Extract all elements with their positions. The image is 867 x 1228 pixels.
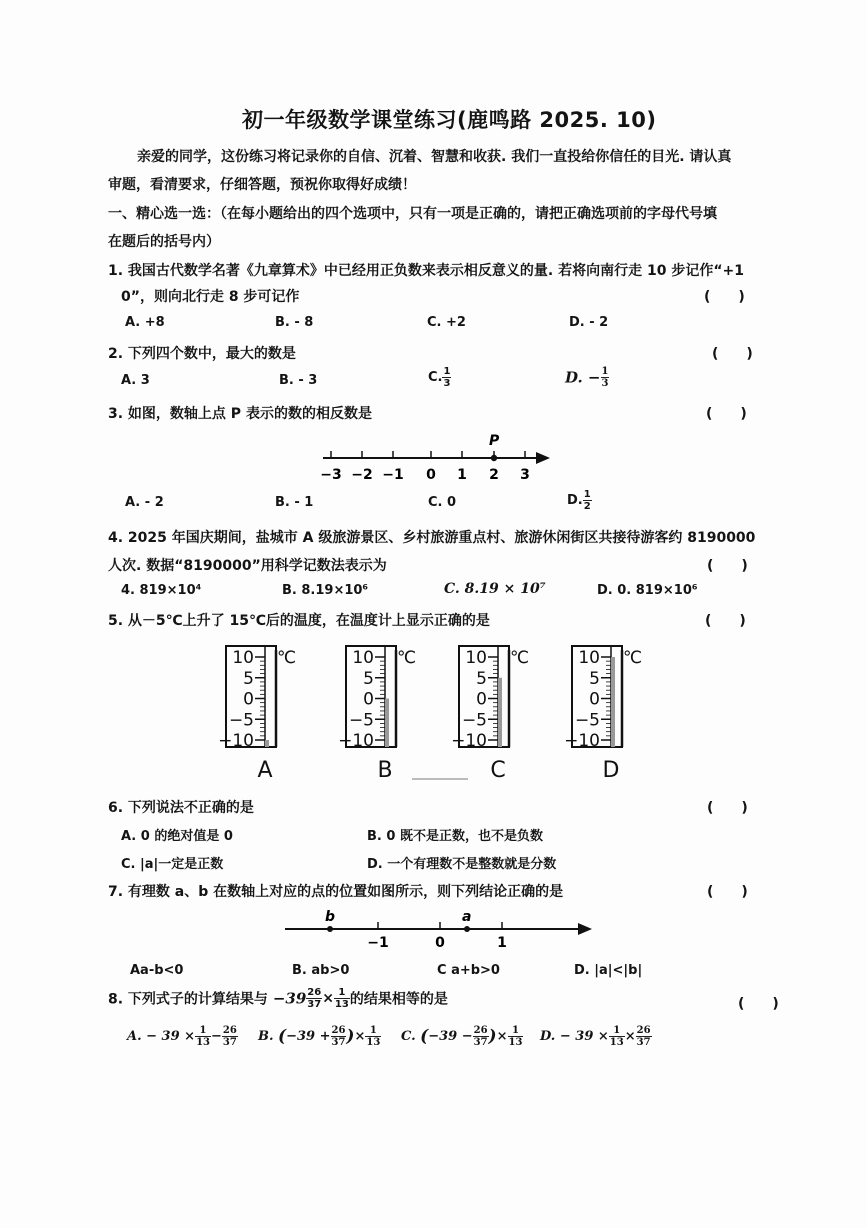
thermometer-scale-label: −10 [451,731,487,751]
thermometer-scale-label: 0 [476,689,487,710]
q3-point-p [491,455,497,461]
q2-option-c-fraction: $\frac{1}{3}$ [443,366,451,389]
q8-option-c[interactable] [401,1025,523,1048]
q8-d-frac: $\frac{1}{13}$ [609,1025,624,1048]
thermometer-c[interactable] [451,645,538,789]
q6-stem: 6. 下列说法不正确的是 [108,800,254,816]
q8-expr-frac: $\frac{1}{13}$ [334,987,349,1010]
thermometer-scale-label: 0 [589,689,600,710]
q3-option-b[interactable]: B. - 1 [275,495,314,510]
intro-line-1: 亲爱的同学，这份练习将记录你的自信、沉着、智慧和收获. 我们一直投给你信任的目光. 请认真 [137,149,732,165]
q7-option-c[interactable]: C a+b>0 [437,963,500,978]
q3-tick-label: −3 [320,467,342,483]
thermometer-scale-label: 5 [476,668,487,689]
q8-expr-frac: $\frac{26}{37}$ [307,987,322,1010]
q2-option-c-label: C. [428,370,443,385]
q3-tick-label: 2 [489,467,499,483]
q2-answer-bracket[interactable]: ( ) [712,346,753,362]
thermometer-scale-label: −10 [338,731,374,751]
thermometer-scale-label: 10 [465,648,487,668]
thermometer-scale-label: −5 [574,710,600,731]
q4-option-b[interactable]: B. 8.19×10⁶ [282,583,369,598]
q3-point-label: P [489,433,500,449]
q5-answer-bracket[interactable]: ( ) [705,613,746,629]
q8-d-frac: $\frac{26}{37}$ [636,1025,651,1048]
q3-answer-bracket[interactable]: ( ) [706,406,747,422]
q7-tick-label: 0 [435,935,445,951]
q8-answer-bracket[interactable]: ( ) [738,996,779,1012]
page-title: 初一年级数学课堂练习(鹿鸣路 2025. 10) [242,108,657,132]
q7-stem: 7. 有理数 a、b 在数轴上对应的点的位置如图所示，则下列结论正确的是 [108,884,564,900]
thermometer-mercury [265,740,269,747]
q8-expr-times: × [322,990,334,1007]
q8-c-inner: −39 − [428,1029,473,1044]
thermometer-option-label: C [490,758,506,783]
q6-option-a[interactable]: A. 0 的绝对值是 0 [121,829,233,844]
q2-option-c[interactable] [428,366,451,389]
q6-option-c[interactable]: C. |a|一定是正数 [121,857,224,872]
q8-b-frac: $\frac{26}{37}$ [331,1025,346,1048]
q3-option-d[interactable] [567,489,592,512]
q3-tick-label: −2 [351,467,373,483]
thermometer-scale-label: −5 [228,710,254,731]
q6-option-d[interactable]: D. 一个有理数不是整数就是分数 [367,857,557,872]
q8-b-prefix: B. [258,1029,279,1044]
section-heading-2: 在题后的括号内） [108,234,220,250]
q2-option-b[interactable]: B. - 3 [279,373,318,388]
q8-c-prefix: C. [401,1029,421,1044]
q8-b-inner: −39 + [286,1029,331,1044]
q3-tick-label: −1 [382,467,404,483]
thermometer-unit: ℃ [623,648,643,668]
q8-option-b[interactable] [258,1025,381,1048]
thermometer-option-label: D [602,758,620,783]
q4-option-c[interactable]: C. 8.19 × 10⁷ [444,581,546,597]
thermometer-scale-label: −5 [461,710,487,731]
q8-c-rparen: ) [488,1026,497,1047]
q8-b-times: × [354,1029,366,1044]
q8-b-lparen: ( [278,1026,287,1047]
q7-answer-bracket[interactable]: ( ) [707,884,748,900]
q8-b-rparen: ) [346,1026,355,1047]
q8-a-prefix: A. − 39 × [127,1029,196,1044]
q3-tick-label: 0 [426,467,436,483]
thermometer-unit: ℃ [397,648,417,668]
q8-c-frac: $\frac{26}{37}$ [473,1025,488,1048]
thermometer-scale-label: 0 [243,689,254,710]
q2-option-d-label: D. − [565,368,601,387]
q7-option-b[interactable]: B. ab>0 [292,963,350,978]
q7-number-line [280,905,600,955]
thermometer-scale-label: 0 [363,689,374,710]
q3-tick-label: 1 [457,467,467,483]
q3-option-d-fraction: $\frac{1}{2}$ [583,489,591,512]
thermometer-unit: ℃ [510,648,530,668]
q7-label-b: b [325,909,336,925]
q8-d-prefix: D. − 39 × [540,1029,609,1044]
intro-line-2: 审题，看清要求，仔细答题，预祝你取得好成绩！ [108,177,416,193]
q8-option-a[interactable] [127,1025,238,1048]
thermometer-mercury [498,678,502,747]
thermometer-scale-label: 5 [243,668,254,689]
thermometer-d[interactable] [564,645,651,789]
section-heading-1: 一、精心选一选：（在每小题给出的四个选项中，只有一项是正确的，请把正确选项前的字母代号填 [108,206,717,222]
q4-stem-1: 4. 2025 年国庆期间，盐城市 A 级旅游景区、乡村旅游重点村、旅游休闲街区共接待游客约 8190000 [108,530,756,546]
q8-stem-end: 的结果相等的是 [349,991,448,1008]
q3-stem: 3. 如图，数轴上点 P 表示的数的相反数是 [108,406,372,422]
q8-a-minus: − [211,1029,222,1044]
q3-option-c[interactable]: C. 0 [428,495,457,510]
thermometer-scale-label: 10 [232,648,254,668]
q4-option-d[interactable]: D. 0. 819×10⁶ [597,583,698,598]
thermometer-scale-label: −5 [348,710,374,731]
thermometer-scale-label: −10 [564,731,600,751]
q8-b-frac: $\frac{1}{13}$ [366,1025,381,1048]
q4-answer-bracket[interactable]: ( ) [707,558,748,574]
q7-point-a [464,926,470,932]
q6-option-b[interactable]: B. 0 既不是正数，也不是负数 [367,829,543,844]
q1-option-b[interactable]: B. - 8 [275,315,314,330]
q2-option-d-fraction: $\frac{1}{3}$ [601,366,609,389]
q3-tick-label: 3 [520,467,530,483]
q4-stem-2: 人次. 数据“8190000”用科学记数法表示为 [108,558,387,574]
q1-option-c[interactable]: C. +2 [427,315,466,330]
q8-c-lparen: ( [420,1026,429,1047]
q2-option-a[interactable]: A. 3 [121,373,150,388]
q7-option-a[interactable]: Aa-b<0 [130,963,184,978]
thermometer-scale-label: 5 [589,668,600,689]
q7-point-b [327,926,333,932]
q8-expr-int: −39 [272,989,307,1008]
q8-c-frac: $\frac{1}{13}$ [508,1025,523,1048]
q1-option-a[interactable]: A. +8 [125,315,165,330]
q8-c-times: × [496,1029,508,1044]
q7-tick-label: −1 [367,935,389,951]
q3-option-d-label: D. [567,493,583,508]
q8-stem [108,987,448,1010]
thermometer-scale-label: 10 [578,648,600,668]
q1-answer-bracket[interactable]: ( ) [704,289,745,305]
q6-answer-bracket[interactable]: ( ) [707,800,748,816]
scan-smudge [410,776,470,782]
thermometer-scale-label: 10 [352,648,374,668]
thermometer-scale-label: 5 [363,668,374,689]
q3-number-line [315,428,560,488]
thermometer-mercury [385,699,389,748]
q8-d-times: × [624,1029,636,1044]
q3-option-a[interactable]: A. - 2 [125,495,164,510]
q1-option-d[interactable]: D. - 2 [569,315,609,330]
q8-stem-start: 8. 下列式子的计算结果与 [108,991,268,1008]
thermometer-mercury [611,657,615,747]
thermometer-option-label: B [377,758,393,783]
thermometer-b[interactable] [338,645,425,789]
q7-label-a: a [462,909,472,925]
q2-stem: 2. 下列四个数中，最大的数是 [108,346,296,362]
q8-a-frac: $\frac{1}{13}$ [196,1025,210,1048]
q7-option-d[interactable]: D. |a|<|b| [574,963,643,978]
thermometer-option-label: A [257,758,273,783]
q8-a-frac: $\frac{26}{37}$ [222,1025,237,1048]
q2-option-d[interactable] [565,366,609,389]
q7-tick-label: 1 [497,935,507,951]
thermometer-a[interactable] [218,645,305,789]
thermometer-unit: ℃ [277,648,297,668]
q1-stem-2: 0”，则向北行走 8 步可记作 [121,289,300,305]
thermometer-scale-label: −10 [218,731,254,751]
q5-stem: 5. 从－5℃上升了 15℃后的温度，在温度计上显示正确的是 [108,613,490,629]
q4-option-a[interactable]: 4. 819×10⁴ [121,583,202,598]
q8-option-d[interactable] [540,1025,652,1048]
q1-stem-1: 1. 我国古代数学名著《九章算术》中已经用正负数来表示相反意义的量. 若将向南行走 10 步记作“+1 [108,263,745,279]
